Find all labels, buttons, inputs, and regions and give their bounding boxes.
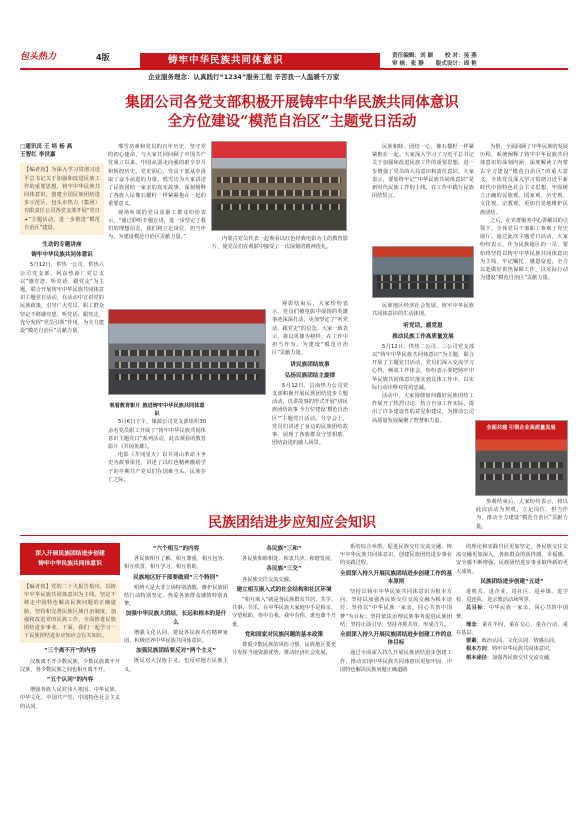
answer: 汉族离不开少数民族，少数民族离不开汉族，各少数民族之间也相互离不开。 xyxy=(20,658,120,673)
paragraph: 5月12日，供热二公司、三公司党支部以“铸牢中华民族共同体意识”为主题，联合开展了主题党日活动，党员们深入交流学习心得，畅谈工作体会，纷纷表示要把铸牢中华民族共同体意识落实到具体工作中，以实际行动诠释对党的忠诚。 xyxy=(372,343,474,391)
answer: 要素：政治认同、文化认同、情感认同。 xyxy=(466,638,560,645)
paper-logo: 包头热力 xyxy=(20,52,57,62)
article1-column-5 xyxy=(480,143,568,282)
article2-column-4 xyxy=(340,543,452,674)
topic-box: 深入开展民族团结进步创建 铸牢中华民族共同体意识 xyxy=(20,543,120,575)
paragraph: 内蒙古党员代表一起观看以红色经典电影为主的教育影片，使党员们在观影中接受了一次深刻的精神洗礼。 xyxy=(212,236,348,251)
question: 加强中华民族大团结，长远和根本的是什么 xyxy=(125,611,227,626)
question: 民族地区好干部要做到“三个特别” xyxy=(133,574,219,581)
photo-banner-text: 全面共建 引领企业高质量发展 xyxy=(486,425,556,431)
service-slogan: 企业服务理念：认真践行“1234”服务工程 辛苦我一人温暖千万家 xyxy=(148,73,340,81)
paragraph: 5月12日，昌南热力公司党支部积极开展民族团结进步主题活动，以讲故事的形式开展“讲民族团结故事 全方位建设‘模范自治区’”主题党日活动。分享会上，党员们讲述了身边的民族团结故事，展现了各族群众守望相助、团结奋进的感人场景。 xyxy=(272,382,348,447)
answer: 总目标：中华民族一家亲，同心共筑中国梦。 xyxy=(456,605,568,620)
answer: 理念：重在平时，重在交心，重在行动，重在基层。 xyxy=(456,621,568,637)
question: “六个相互”的内容 xyxy=(152,546,200,552)
paragraph: 为帮，全面回顾了中华民族的发展历程，系统阐释了铸牢中华民族共同体意识的深刻内涵、深度解读了内蒙古全力建设“模范自治区”的重大意义。全体党员深入学习贯彻习近平新时代中国特色社会主义思想，牢固树立正确的民族观、国家观、历史观、文化观、宗教观，更加自觉地维护民族团结。 xyxy=(480,144,568,216)
paragraph: 观影结束后，大家纷纷表示，党员们被电影中展现的英雄事迹深深打动，更加坚定了“听党话、跟党走”的信念。大家一致表示，将以英雄为榜样，在工作中担当作为，为建设“模范自治区”贡献力量。 xyxy=(272,301,348,357)
paragraph: 电影《井冈星火》以井冈山革命斗争史为故事依托，讲述了以红色精神激励学子的早期共产党员们在国难当头、民族存亡之际， xyxy=(108,452,206,483)
paragraph: 之后，在党群服务中心讲解员的引领下，全体党员干部职工参观了党史展厅，通过此次主题党日活动，大家纷纷表示，作为民族地区的一员，要始终坚持以铸牢中华民族共同体意识为主线，牢记嘱托、感恩奋进，全力以赴做好供热保障工作，以实际行动为建设“模范自治区”贡献力量。 xyxy=(480,217,568,282)
subheading: 讲民族团结故事 xyxy=(290,362,330,369)
subheading: 弘扬民族团结主旋律 xyxy=(284,372,336,379)
question: 各民族“三和” xyxy=(266,546,302,552)
question: 全面深入持久开展民族团结进步创建工作的基本原则 xyxy=(340,570,452,585)
answer: 各民族交往交流交融。 xyxy=(242,576,294,583)
answer: 坚持以铸牢中华民族共同体意识为根本方向；坚持以加强各民族交往交流交融为根本途径；坚持以“中华民族一家亲，同心共筑中国梦”为目标；坚持依法治理民族事务促进民族团结；坚持正面引导；坚持齐抓共管，形成合力。 xyxy=(340,589,452,628)
editor-note: 【编者按】为深入学习贯彻习近平总书记关于加强和改进民族工作的重要思想，铸牢中华民族共同体意识，创建全国民族团结进步示范区，包头市热力（集团）有限责任公司各党支部开展“党日+”主题活动，进一步推进“模范自治区”建设。 xyxy=(20,163,104,235)
article1-column-3b xyxy=(272,300,348,447)
paragraph: 参观结束后，大家纷纷表示，将以此次活动为契机，立足岗位、担当作为，推动全力建设“模范自治区”贡献力量。 xyxy=(476,499,568,530)
article1-headline: 集团公司各党支部积极开展铸牢中华民族共同体意识 全方位建设“模范自治区”主题党日活动 xyxy=(125,94,459,130)
article1-column-1 xyxy=(20,143,104,335)
paragraph: 民族地区经济社会发展，铸牢中华民族共同体意识的生动体现。 xyxy=(372,303,474,318)
question: 加强民族团结要反对“两个主义” xyxy=(135,648,217,655)
section-title: 铸牢中华民族共同体意识 xyxy=(140,53,380,68)
subheading: 推动民族工作高质量发展 xyxy=(392,333,454,340)
question: 全面深入持久开展民族团结进步创建工作的总体目标 xyxy=(340,632,452,647)
paragraph: 5月6日下午，煤源公司党支部组织30余名党员职工开展了“铸牢中华民族共同体意识主题党日”系列活动，此次观看的教育影片《井冈英雄》。 xyxy=(108,419,206,451)
activity-photo xyxy=(372,246,474,298)
answer: 通过全面深入持久开展民族团结进步创建工作，推动实现中华民族共同体意识更加牢固、中国特色解决民族问题正确道路 xyxy=(340,650,452,673)
page-header xyxy=(20,52,568,70)
article1-column-4b xyxy=(372,302,474,425)
answer: 尊重少数民族的风俗习惯，民族地区要充分发挥当地资源优势，推动经济社会发展。 xyxy=(232,642,336,657)
article1-column-4 xyxy=(372,143,474,200)
answer: 既反对大汉族主义，也反对地方民族主义。 xyxy=(124,658,228,673)
subheading: 生动的专题讲座 xyxy=(42,242,82,249)
editorial-credits: 责任编辑：刘 颖 校 对：吴 燕 审 核：张 静 版式设计：周 艳 xyxy=(392,53,477,67)
subheading: 铸牢中华民族共同体意识 xyxy=(31,252,93,259)
answer: 进机关、进企业、进社区、进乡镇、进学校、进连队、进宗教活动场所等。 xyxy=(456,589,568,604)
answer: 各民族相互了解、相互尊重、相互包容、相互欣赏、相互学习、相互帮助。 xyxy=(124,556,228,571)
article1-column-2b xyxy=(108,402,206,484)
article2-column-1 xyxy=(20,580,120,711)
article2-column-2 xyxy=(124,543,228,674)
article2-column-5 xyxy=(456,543,568,662)
article2-column-3 xyxy=(232,543,336,657)
paragraph: 民族和睦、团结一心，像石榴籽一样紧紧抱在一起。大家深入学习了习近平总书记关于加强和改进民族工作的重要思想，进一步增强了党员的大局意识和责任意识。大家表示，要始终牢记“中华民族共同体意识”是新时代民族工作的主线，在工作中践行民族团结誓言。 xyxy=(372,144,474,200)
question: “五个认同”的内容 xyxy=(46,677,94,684)
answer: “相互嵌入”就是各民族群众共居、共学、共事、共乐，在中华民族大家庭中手足相亲、守望相助。你中有我、我中有你，谁也离不开谁。 xyxy=(232,597,336,628)
answer: 各民族和睦相处、和衷共济、和谐发展。 xyxy=(242,556,336,563)
question: 各民族“三交” xyxy=(266,566,302,573)
answer: 增强文化认同，建设各民族共有精神家园，积极培养中华民族共同体意识。 xyxy=(124,629,228,645)
meeting-photo xyxy=(108,309,266,395)
byline: □通讯员 王 培 杨 高 王智红 李世嘉 xyxy=(20,144,73,159)
article1-column-3 xyxy=(212,235,348,251)
paragraph: 的理论和实践自信更加坚定，各民族交往交流交融更加深入，各族群众的获得感、幸福感、安全感不断增强，民族团结进步事业取得新的更大成效。 xyxy=(456,544,568,575)
group-photo xyxy=(211,141,347,231)
answer: 根本途径：加强各民族交往交流交融。 xyxy=(466,654,555,661)
section-divider xyxy=(20,535,568,536)
paragraph: 邢雪功素和党员的百年历史、坚守党的初心使命，与大家共同回顾了中国共产党成立以来，中国从弱走向强的艰辛岁月和辉煌历史，党史润心，党员干部从中汲取了奋斗前进的力量。邢雪功为大家讲述了民族团结一家亲的真实故事，深刻阐释了各族人民像石榴籽一样紧紧抱在一起的重要意义。 xyxy=(108,144,206,208)
answer: 明辨大是大非立场特别清醒、维护民族团结行动特别坚定、热爱各族群众感情特别真挚。 xyxy=(124,584,228,608)
answer: 根本方向：铸牢中华民族共同体意识。 xyxy=(466,646,555,653)
photo-caption: 观看教育影片 推进铸牢中华民族共同体意识 xyxy=(109,403,205,418)
question: “三个离不开”的内容 xyxy=(43,648,97,655)
paragraph: 5月12日，供热一公司、供热六公司党支部、阿东热源厂党总支以“感党恩、听党话、跟党走”为主题，联合开展铸牢中华民族共同体意识主题党日活动，在活动中宣讲党的民族政策，引导广大党员、职工群众坚定不移感党恩、听党话、跟党走，充分发挥“党员引领”作用，为全力建设“模范自治区”贡献力量。 xyxy=(20,262,104,335)
article2-headline: 民族团结进步应知应会知识 xyxy=(208,515,376,531)
answer: 增强各族人民对伟大祖国、中华民族、中华文化、中国共产党、中国特色社会主义的认同。 xyxy=(20,687,120,710)
question: 党和国家对民族问题的基本政策 xyxy=(244,631,324,638)
article1-column-2 xyxy=(108,143,206,241)
subheading: 听党话，感党恩 xyxy=(403,323,443,330)
paragraph: 活动中，大家围绕如何做好民族团结工作展开了热烈讨论，结合自身工作实际，提出了许多建设性的意见和建议，为推动公司高质量发展凝聚了智慧和力量。 xyxy=(372,393,474,424)
editor-note: 【编者按】党的二十大报告指出，以铸牢中华民族共同体意识为主线，坚定不移走中国特色解决民族问题的正确道路，坚持和完善民族区域自治制度，加强和改进党的民族工作，全面推进民族团结进步事业。下面，我们一起学习一下民族团结进步应知应会有关知识。 xyxy=(20,580,120,643)
question: 建立相互嵌入式的社会结构和社区环境 xyxy=(236,586,332,593)
question: 民族团结进步创建“五进” xyxy=(480,578,544,585)
paragraph: 系的综合举措，促进民族交往交流交融，铸牢中华民族共同体意识，创建民族团结进步事业的实践过程。 xyxy=(340,544,452,567)
paragraph: 现场听课的党员及职工群众纷纷表示，“通过聆听专题宣讲，进一步坚定了我们的理想信念，我们将立足岗位，担当作为，为建设模范自治区贡献力量。” xyxy=(108,209,206,241)
edition-number: 4版 xyxy=(96,53,110,62)
